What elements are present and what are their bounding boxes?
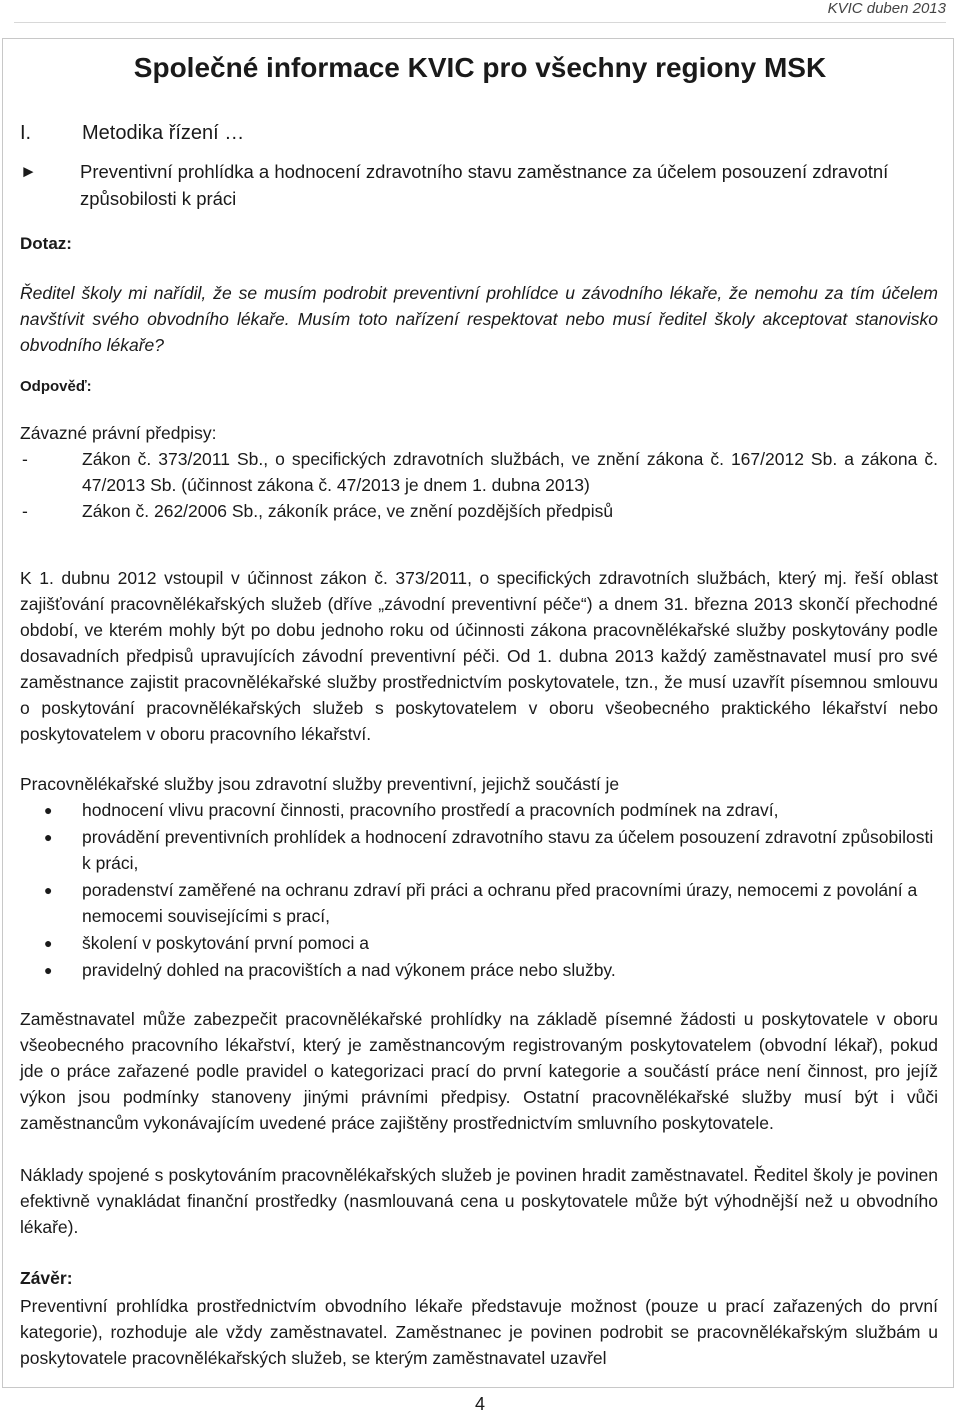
regulation-text: Zákon č. 262/2006 Sb., zákoník práce, ve znění pozdějších předpisů — [82, 501, 614, 521]
regulation-text: Zákon č. 373/2011 Sb., o specifických zdravotních službách, ve znění zákona č. 167/2012 Sb. a zákona č. 47/2013 Sb. (účinnost zákona č. 47/2013 je dnem 1. dubna 2013) — [82, 449, 938, 495]
list-item-text: školení v poskytování první pomoci a — [82, 933, 369, 953]
services-list — [20, 797, 938, 984]
arrow-right-icon: ► — [20, 162, 37, 181]
bullet-icon: ● — [44, 882, 53, 898]
list-item-text: provádění preventivních prohlídek a hodnocení zdravotního stavu za účelem posouzení zdravotní způsobilosti k práci, — [82, 827, 934, 873]
running-header: KVIC duben 2013 — [827, 0, 946, 17]
conclusion-text: Preventivní prohlídka prostřednictvím obvodního lékaře představuje možnost (pouze u prací zařazených do první kategorie), rozhoduje ale vždy zaměstnavatel. Zaměstnanec je povinen podrobit se pracovnělékařským službám u poskytovatele pracovnělékařských služeb, se kterým zaměstnavatel uzavřel — [20, 1296, 938, 1368]
list-item — [20, 877, 938, 929]
list-item-text: hodnocení vlivu pracovní činnosti, pracovního prostředí a pracovních podmínek na zdraví, — [82, 800, 779, 820]
dash-icon: - — [22, 449, 28, 469]
regulations-list — [20, 446, 938, 524]
services-intro: Pracovnělékařské služby jsou zdravotní služby preventivní, jejichž součástí je — [20, 774, 620, 794]
paragraph: Zaměstnavatel může zabezpečit pracovnělékařské prohlídky na základě písemné žádosti u poskytovatele v oboru všeobecného pracovního lékařství, který je zaměstnancovým registrovaným poskytovatelem (obvodní lékař), pokud jde o práce zařazené podle pravidel o kategorizaci prací do první kategorie a součástí práce není činnost, pro jejíž výkon jsou podmínky stanoveny jinými právními předpisy. Ostatní pracovnělékařské služby musí být i vůči zaměstnancům vykonávajícím uvedené práce zajištěny prostřednictvím smluvního poskytovatele. — [20, 1009, 938, 1133]
bullet-icon: ● — [44, 802, 53, 818]
header-divider — [14, 22, 946, 23]
regulations-heading: Závazné právní předpisy: — [20, 423, 217, 443]
paragraph: Náklady spojené s poskytováním pracovnělékařských služeb je povinen hradit zaměstnavatel. Ředitel školy je povinen efektivně vynakládat finanční prostředky (nasmlouvaná cena u poskytovatele může být výhodnější než u obvodního lékaře). — [20, 1165, 938, 1237]
dash-icon: - — [22, 501, 28, 521]
list-item-text: pravidelný dohled na pracovištích a nad výkonem práce nebo služby. — [82, 960, 616, 980]
section-number: I. — [20, 122, 32, 144]
list-item — [20, 957, 938, 983]
topic-heading — [20, 158, 940, 212]
topic-title: Preventivní prohlídka a hodnocení zdravotního stavu zaměstnance za účelem posouzení zdravotní způsobilosti k práci — [80, 161, 889, 209]
bullet-icon: ● — [44, 935, 53, 951]
paragraph: K 1. dubnu 2012 vstoupil v účinnost zákon č. 373/2011, o specifických zdravotních službách, který mj. řeší oblast zajišťování pracovnělékařských služeb (dříve „závodní preventivní péče“) a dnem 31. března 2013 skončí přechodné období, ve kterém mohly být po dobu jednoho roku od účinnosti zákona pracovnělékařské služby poskytovány podle dosavadních předpisů upravujících závodní preventivní péči. Od 1. dubna 2013 každý zaměstnavatel musí pro své zaměstnance zajistit pracovnělékařské služby prostřednictvím poskytovatele, tzn., že musí uzavřít písemnou smlouvu o poskytování pracovnělékařských služeb s poskytovatelem v oboru všeobecného praktického lékařství nebo poskytovatelem v oboru pracovního lékařství. — [20, 568, 938, 744]
list-item-text: poradenství zaměřené na ochranu zdraví při práci a ochranu před pracovními úrazy, nemocemi z povolání a nemocemi souvisejícími s prací, — [82, 880, 918, 926]
page-number: 4 — [474, 1394, 485, 1414]
list-item — [20, 930, 938, 956]
bullet-icon: ● — [44, 829, 53, 845]
bullet-icon: ● — [44, 962, 53, 978]
question-text: Ředitel školy mi nařídil, že se musím podrobit preventivní prohlídce u závodního lékaře, že nemohu za tím účelem navštívit svého obvodního lékaře. Musím toto nařízení respektovat nebo musí ředitel školy akceptovat stanovisko obvodního lékaře? — [20, 283, 938, 355]
conclusion-label: Závěr: — [20, 1268, 73, 1288]
list-item — [20, 797, 938, 823]
page-title: Společné informace KVIC pro všechny regiony MSK — [133, 52, 827, 83]
section-heading — [20, 122, 244, 145]
list-item — [20, 446, 938, 498]
list-item — [20, 498, 938, 524]
question-label: Dotaz: — [20, 234, 72, 253]
section-title: Metodika řízení … — [82, 122, 245, 144]
list-item — [20, 824, 938, 876]
answer-label: Odpověď: — [20, 378, 92, 395]
